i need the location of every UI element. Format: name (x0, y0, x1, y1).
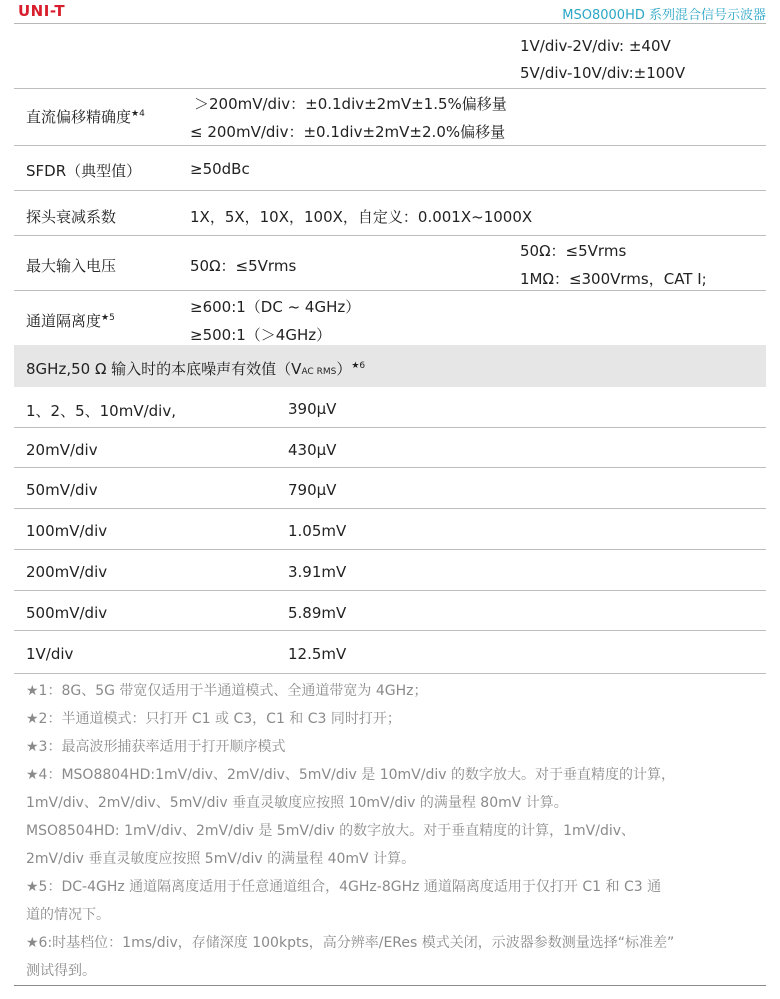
max-input-voltage-label: 最大输入电压 (26, 257, 117, 275)
row-divider (14, 630, 766, 631)
footnote-4-cont: 1mV/div、2mV/div、5mV/div 垂直灵敏度应按照 10mV/div 的满量程 80mV 计算。 (26, 795, 568, 811)
noise-row-value: 430μV (288, 441, 337, 459)
footnote-6: ★6:时基档位：1ms/div，存储深度 100kpts，高分辨率/ERes 模式关闭，示波器参数测量选择“标准差” (26, 935, 675, 951)
channel-isolation-label: 通道隔离度$^{★5}$ (26, 312, 115, 330)
row-divider (14, 235, 766, 236)
header-divider (14, 23, 766, 24)
noise-row-label: 1、2、5、10mV/div, (26, 402, 176, 420)
noise-row-label: 200mV/div (26, 563, 108, 581)
noise-row-value: 12.5mV (288, 645, 347, 663)
row-divider (14, 508, 766, 509)
row-divider (14, 467, 766, 468)
row-divider (14, 673, 766, 674)
footnote-5: ★5：DC-4GHz 通道隔离度适用于任意通道组合，4GHz-8GHz 通道隔离度适用于仅打开 C1 和 C3 通 (26, 879, 662, 895)
dc-offset-accuracy-label: 直流偏移精确度$^{★4}$ (26, 108, 145, 126)
document-title: MSO8000HD 系列混合信号示波器 (562, 8, 766, 23)
probe-attenuation-label: 探头衰减系数 (26, 208, 117, 226)
probe-attenuation-value: 1X，5X，10X，100X，自定义：0.001X~1000X (190, 208, 533, 226)
footnote-6-cont: 测试得到。 (26, 963, 96, 979)
footnote-2: ★2：半通道模式：只打开 C1 或 C3，C1 和 C3 同时打开； (26, 711, 401, 727)
dc-offset-accuracy-line-2: ≤ 200mV/div：±0.1div±2mV±2.0%偏移量 (190, 123, 506, 141)
footer-divider (14, 985, 766, 986)
footnote-4: ★4：MSO8804HD:1mV/div、2mV/div、5mV/div 是 10mV/div 的数字放大。对于垂直精度的计算， (26, 767, 675, 783)
footnote-5-cont: 道的情况下。 (26, 907, 110, 923)
footnote-1: ★1：8G、5G 带宽仅适用于半通道模式、全通道带宽为 4GHz； (26, 683, 428, 699)
noise-row-value: 3.91mV (288, 563, 347, 581)
noise-row-label: 50mV/div (26, 481, 98, 499)
footnote-4-mso8504-cont: 2mV/div 垂直灵敏度应按照 5mV/div 的满量程 40mV 计算。 (26, 851, 416, 867)
noise-row-label: 1V/div (26, 645, 74, 663)
max-input-voltage-value: 50Ω：≤5Vrms (190, 257, 297, 275)
brand-logo: UNI-T (18, 2, 66, 20)
offset-range-line-2: 5V/div-10V/div:±100V (520, 64, 686, 82)
row-divider (14, 427, 766, 428)
row-divider (14, 190, 766, 191)
sfdr-value: ≥50dBc (190, 160, 250, 178)
noise-row-value: 1.05mV (288, 522, 347, 540)
sfdr-label: SFDR（典型值） (26, 162, 142, 180)
noise-row-label: 100mV/div (26, 522, 108, 540)
row-divider (14, 88, 766, 89)
noise-row-label: 500mV/div (26, 604, 108, 622)
row-divider (14, 590, 766, 591)
row-divider (14, 145, 766, 146)
noise-section-title: 8GHz,50 Ω 输入时的本底噪声有效值（VAC RMS）$^{★6}$ (26, 360, 366, 378)
page-header (0, 0, 780, 26)
footnote-4-mso8504: MSO8504HD: 1mV/div、2mV/div 是 5mV/div 的数字放大。对于垂直精度的计算，1mV/div、 (26, 823, 636, 839)
channel-isolation-line-1: ≥600:1（DC ~ 4GHz） (190, 298, 361, 316)
max-input-voltage-value-50ohm: 50Ω：≤5Vrms (520, 242, 627, 260)
row-divider (14, 549, 766, 550)
channel-isolation-line-2: ≥500:1（＞4GHz） (190, 326, 332, 344)
row-divider (14, 290, 766, 291)
noise-row-value: 390μV (288, 400, 337, 418)
footnote-3: ★3：最高波形捕获率适用于打开顺序模式 (26, 739, 286, 755)
noise-row-value: 5.89mV (288, 604, 347, 622)
offset-range-line-1: 1V/div-2V/div: ±40V (520, 37, 671, 55)
max-input-voltage-value-1mohm: 1MΩ：≤300Vrms，CAT I; (520, 270, 707, 288)
noise-row-value: 790μV (288, 481, 337, 499)
dc-offset-accuracy-line-1: ＞200mV/div：±0.1div±2mV±1.5%偏移量 (194, 95, 507, 113)
noise-row-label: 20mV/div (26, 441, 98, 459)
